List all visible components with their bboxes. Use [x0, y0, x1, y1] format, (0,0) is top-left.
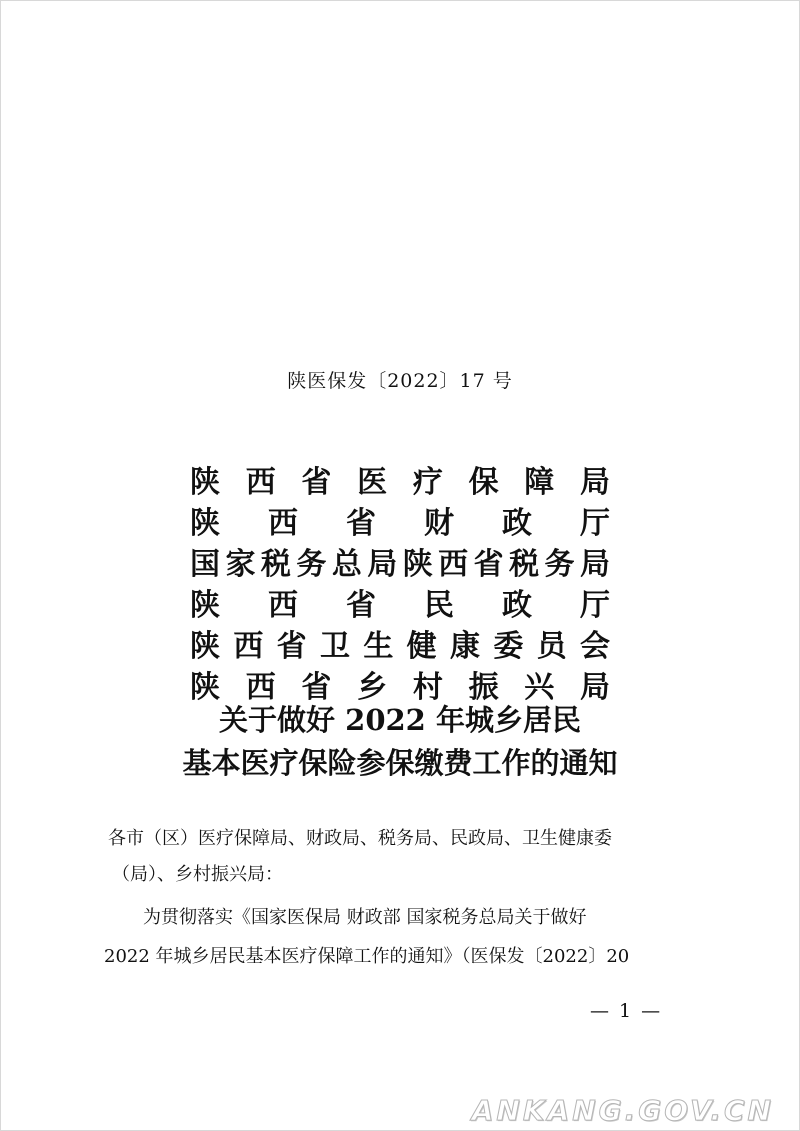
body-paragraph-line: 2022 年城乡居民基本医疗保障工作的通知》（医保发〔2022〕20: [104, 946, 630, 967]
issuer-line: 陕西省乡村振兴局: [190, 670, 610, 705]
salutation-line: 各市（区）医疗保障局、财政局、税务局、民政局、卫生健康委: [108, 828, 612, 849]
issuer-line: 陕西省财政厅: [190, 506, 610, 541]
issuer-line: 国家税务总局陕西省税务局: [190, 547, 610, 582]
issuer-line: 陕西省医疗保障局: [190, 465, 610, 500]
salutation-line: （局）、乡村振兴局：: [112, 864, 283, 885]
title-line: 基本医疗保险参保缴费工作的通知: [182, 746, 618, 780]
issuer-line: 陕西省卫生健康委员会: [190, 629, 610, 664]
document-title: [0, 699, 800, 785]
title-line: 关于做好 2022 年城乡居民: [219, 703, 581, 737]
body-paragraph-line: 为贯彻落实《国家医保局 财政部 国家税务总局关于做好: [143, 907, 587, 928]
document-number: 陕医保发〔2022〕17 号: [287, 370, 513, 392]
page-number: — 1 —: [590, 1000, 663, 1022]
site-watermark: ANKANG.GOV.CN: [471, 1094, 774, 1127]
issuer-list: [190, 462, 610, 708]
issuer-line: 陕西省民政厅: [190, 588, 610, 623]
